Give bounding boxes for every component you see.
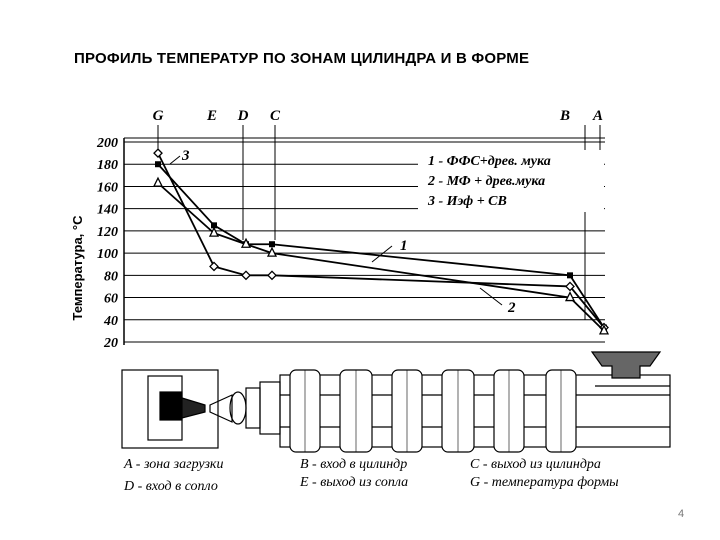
curve-label-2: 2 bbox=[508, 300, 516, 316]
series-3-point bbox=[210, 228, 218, 236]
y-tick-label: 100 bbox=[97, 247, 118, 263]
series-2-point bbox=[242, 271, 250, 279]
series-1-point bbox=[269, 241, 275, 247]
series-1-point bbox=[155, 161, 161, 167]
caption-a: A - зона загрузки bbox=[124, 457, 224, 472]
zone-marker-b: B bbox=[559, 108, 571, 124]
caption-g: G - температура формы bbox=[470, 475, 619, 490]
captions bbox=[123, 457, 619, 494]
curve-label-3: 3 bbox=[182, 148, 190, 164]
series-2-point bbox=[210, 262, 218, 270]
caption-e: E - выход из сопла bbox=[300, 475, 409, 490]
nozzle-body bbox=[246, 388, 260, 428]
hopper bbox=[592, 352, 660, 378]
caption-d: D - вход в сопло bbox=[124, 479, 218, 494]
zone-marker-e: E bbox=[206, 108, 218, 124]
y-tick-labels bbox=[96, 136, 118, 351]
series-2-point bbox=[268, 271, 276, 279]
y-tick-label: 160 bbox=[97, 180, 118, 196]
zone-marker-a: A bbox=[592, 108, 604, 124]
y-tick-label: 120 bbox=[97, 224, 118, 240]
injection-machine-drawing bbox=[122, 352, 670, 452]
y-tick-label: 200 bbox=[97, 136, 118, 151]
legend-entry-2: 2 - МФ + древ.мука bbox=[428, 174, 546, 189]
y-tick-label: 80 bbox=[104, 269, 118, 285]
zone-marker-c: C bbox=[269, 108, 281, 124]
curve-1-leader bbox=[372, 246, 392, 262]
y-tick-label: 60 bbox=[104, 291, 118, 307]
y-tick-label: 180 bbox=[97, 158, 118, 174]
legend-entry-1: 1 - ФФС+древ. мука bbox=[428, 154, 551, 169]
zone-marker-d: D bbox=[237, 108, 249, 124]
mold-part bbox=[160, 392, 182, 420]
curve-3-leader bbox=[170, 156, 180, 164]
series-2-point bbox=[154, 149, 162, 157]
curve-2-leader bbox=[480, 288, 502, 305]
caption-c: C - выход из цилиндра bbox=[470, 457, 601, 472]
slide-title: ПРОФИЛЬ ТЕМПЕРАТУР ПО ЗОНАМ ЦИЛИНДРА И В ФОРМЕ bbox=[74, 50, 530, 67]
legend-entry-3: 3 - Иэф + СВ bbox=[428, 194, 507, 209]
curve-label-1: 1 bbox=[400, 238, 408, 254]
sprue bbox=[182, 398, 205, 418]
zone-markers bbox=[153, 108, 603, 124]
nozzle bbox=[210, 395, 232, 422]
caption-b: B - вход в цилиндр bbox=[300, 457, 408, 472]
y-axis-label: Температура, °C bbox=[70, 215, 85, 321]
y-tick-label: 20 bbox=[104, 336, 118, 351]
y-tick-label: 40 bbox=[104, 313, 118, 329]
page-number: 4 bbox=[678, 508, 685, 520]
y-tick-label: 140 bbox=[97, 202, 118, 218]
series-1-point bbox=[567, 272, 573, 278]
series-3-point bbox=[154, 178, 162, 186]
cylinder-head bbox=[260, 382, 280, 434]
zone-marker-g: G bbox=[152, 108, 164, 124]
